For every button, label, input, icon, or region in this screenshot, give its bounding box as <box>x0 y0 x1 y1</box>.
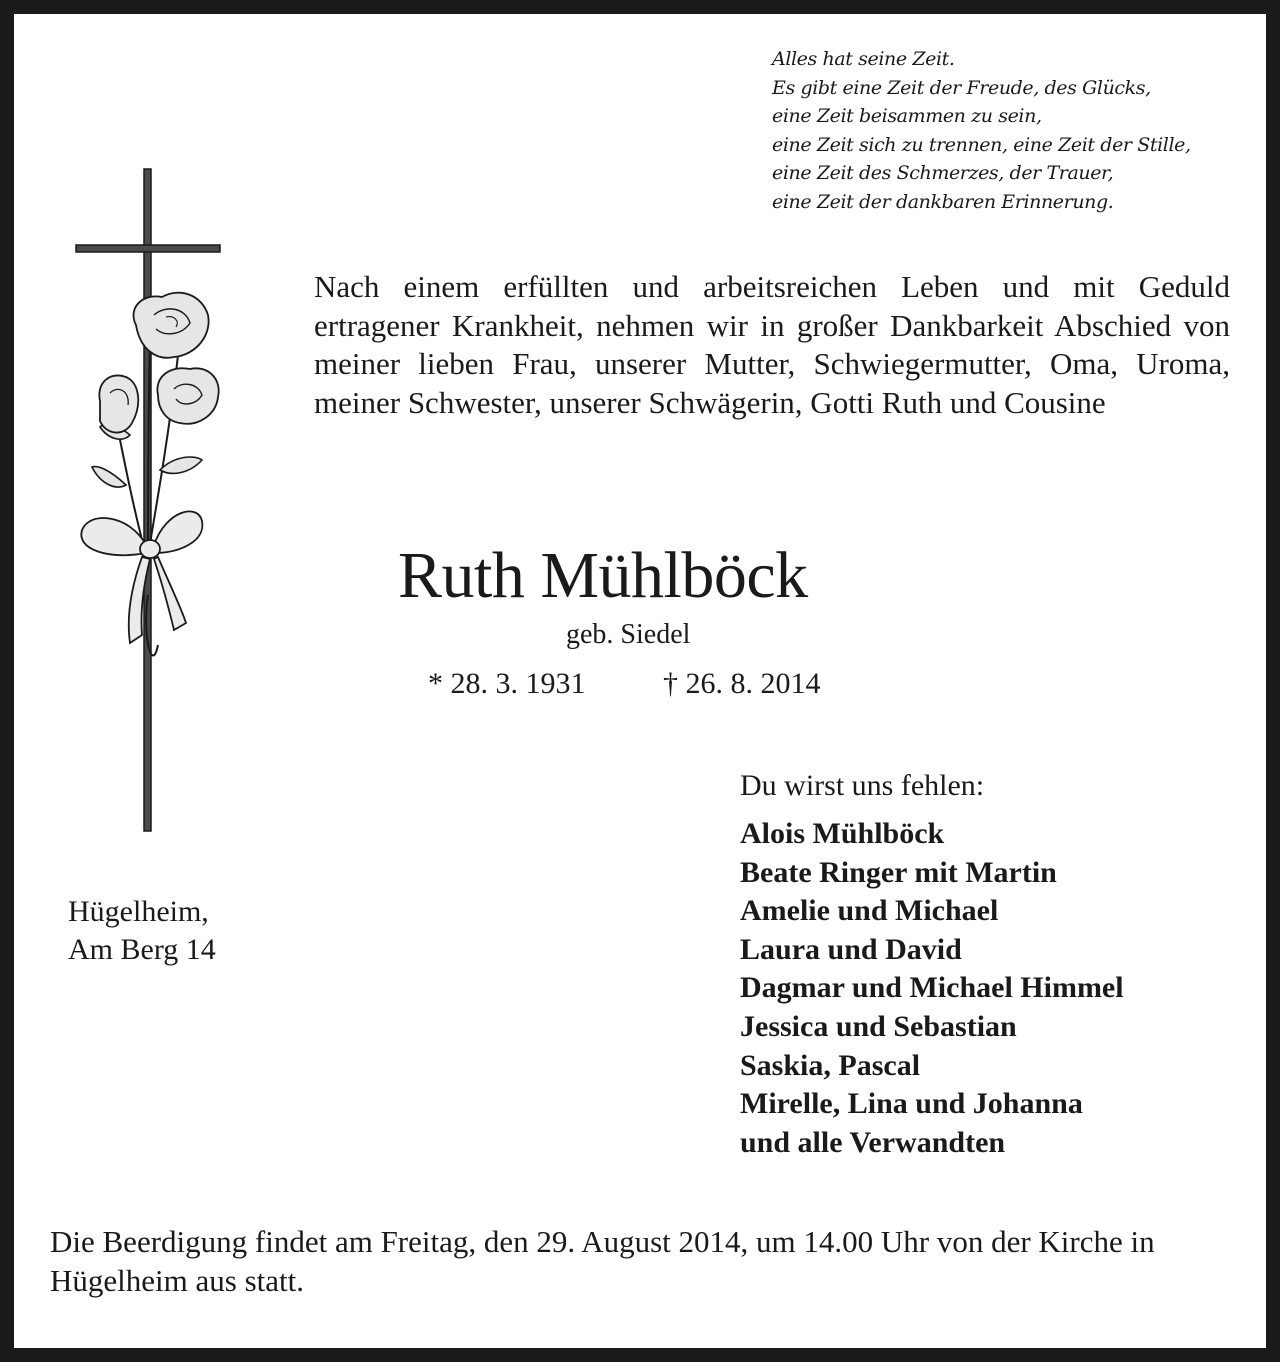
poem-line: eine Zeit des Schmerzes, der Trauer, <box>772 162 1114 185</box>
mourner-name: Alois Mühlböck <box>740 817 945 850</box>
address-line-1: Hügelheim, <box>68 895 209 928</box>
mourner-name: Beate Ringer mit Martin <box>740 855 1057 889</box>
mourner-name: Mirelle, Lina und Johanna <box>740 1087 1083 1121</box>
funeral-notice: Die Beerdigung findet am Freitag, den 29. August 2014, um 14.00 Uhr von der Kirche in Hügelheim aus statt. <box>50 1224 1155 1298</box>
mourner-name: Amelie und Michael <box>740 894 999 928</box>
birth-date: * 28. 3. 1931 <box>428 667 586 700</box>
poem-line: eine Zeit beisammen zu sein, <box>772 105 1042 128</box>
poem-line: eine Zeit der dankbaren Erinnerung. <box>772 190 1114 213</box>
poem-line: eine Zeit sich zu trennen, eine Zeit der Stille, <box>772 133 1191 156</box>
deceased-name: Ruth Mühlböck <box>398 539 808 612</box>
cross-with-roses-icon <box>70 165 230 835</box>
death-date: † 26. 8. 2014 <box>663 667 821 700</box>
address-line-2: Am Berg 14 <box>68 933 216 966</box>
mourner-name: Laura und David <box>740 932 962 966</box>
mourners-list <box>740 815 1200 1162</box>
poem-line: Es gibt eine Zeit der Freude, des Glücks, <box>772 76 1151 99</box>
address <box>68 893 216 969</box>
poem-line: Alles hat seine Zeit. <box>772 48 955 70</box>
mourners-heading: Du wirst uns fehlen: <box>740 769 985 802</box>
mourner-name: und alle Verwandten <box>740 1125 1006 1159</box>
mourner-name: Saskia, Pascal <box>740 1048 921 1082</box>
intro-paragraph: Nach einem erfüllten und arbeitsreichen Leben und mit Geduld ertragener Krankheit, nehmen wir in großer Dankbarkeit Abschied von meiner lieben Frau, unserer Mutter, Schwiegermutter, Oma, Uroma, meiner Schwester, unserer Schwägerin, Gotti Ruth und Cousine <box>314 269 1230 420</box>
maiden-name: geb. Siedel <box>566 619 691 650</box>
mourner-name: Dagmar und Michael Himmel <box>740 971 1124 1005</box>
poem <box>772 45 1242 217</box>
mourner-name: Jessica und Sebastian <box>740 1009 1017 1043</box>
